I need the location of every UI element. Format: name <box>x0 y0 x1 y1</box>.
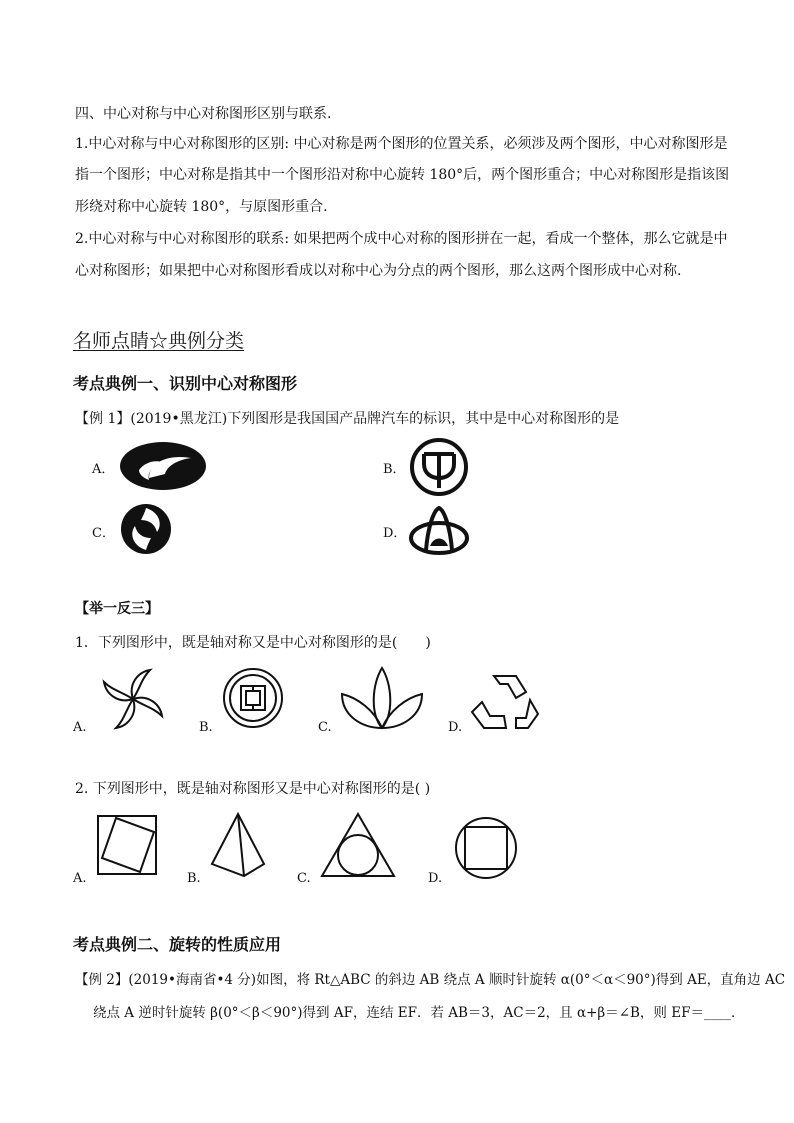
question-1-text: 1．下列图形中，既是轴对称又是中心对称图形的是( ) <box>75 635 431 651</box>
section-title: 四、中心对称与中心对称图形区别与联系. <box>75 106 332 122</box>
circle-in-triangle-icon <box>320 812 396 878</box>
car-logo-d-icon <box>408 506 470 556</box>
coin-icon <box>221 666 285 730</box>
square-in-circle-icon <box>454 816 518 880</box>
question-2-text: 2. 下列图形中，既是轴对称图形又是中心对称图形的是( ) <box>75 781 431 797</box>
section-heading: 名师点睛☆典例分类 <box>73 330 245 352</box>
q2-option-c-label: C. <box>297 871 311 886</box>
paragraph-1-line-2: 指一个图形；中心对称是指其中一个图形沿对称中心旋转 180°后，两个图形重合；中心对称图形是指该图 <box>75 167 730 183</box>
option-c-label: C． <box>92 526 115 541</box>
car-logo-a-icon <box>119 440 209 492</box>
option-a-label: A． <box>92 462 115 477</box>
q2-option-a-label: A. <box>73 871 87 886</box>
q2-option-d-label: D. <box>428 871 443 886</box>
q1-option-a-label: A. <box>73 720 87 735</box>
paragraph-2-line-1: 2.中心对称与中心对称图形的联系: 如果把两个成中心对称的图形拼在一起，看成一个整体，那么它就是中 <box>75 231 728 247</box>
example-1-text: 【例 1】(2019•黑龙江)下列图形是我国国产品牌汽车的标识，其中是中心对称图形的是 <box>75 411 620 427</box>
car-logo-b-icon <box>410 438 468 496</box>
option-d-label: D． <box>383 526 407 541</box>
q1-option-d-label: D. <box>448 720 463 735</box>
example-2-line-1: 【例 2】(2019•海南省•4 分)如图，将 Rt△ABC 的斜边 AB 绕点 A 顺时针旋转 α(0°＜α＜90°)得到 AE，直角边 AC <box>75 972 786 988</box>
recycle-icon <box>470 672 540 732</box>
square-in-square-icon <box>96 814 158 878</box>
option-b-label: B． <box>383 462 406 477</box>
q2-option-b-label: B. <box>187 871 201 886</box>
kaodian-2-title: 考点典例二、旋转的性质应用 <box>73 935 282 954</box>
lotus-icon <box>340 666 424 732</box>
q1-option-c-label: C. <box>318 720 332 735</box>
pyramid-icon <box>210 812 266 878</box>
pinwheel-icon <box>98 664 168 734</box>
paragraph-1-line-3: 形绕对称中心旋转 180°，与原图形重合. <box>75 199 328 215</box>
example-2-line-2: 绕点 A 逆时针旋转 β(0°＜β＜90°)得到 AF，连结 EF．若 AB＝3，AC＝2，且 α+β＝∠B，则 EF＝____． <box>93 1005 745 1021</box>
juyi-label: 【举一反三】 <box>75 601 159 617</box>
paragraph-2-line-2: 心对称图形；如果把中心对称图形看成以对称中心为分点的两个图形，那么这两个图形成中心对称. <box>75 263 682 279</box>
car-logo-c-icon <box>119 502 173 556</box>
paragraph-1-line-1: 1.中心对称与中心对称图形的区别: 中心对称是两个图形的位置关系，必须涉及两个图形，中心对称图形是 <box>75 136 728 152</box>
kaodian-1-title: 考点典例一、识别中心对称图形 <box>73 374 298 393</box>
q1-option-b-label: B. <box>199 720 213 735</box>
